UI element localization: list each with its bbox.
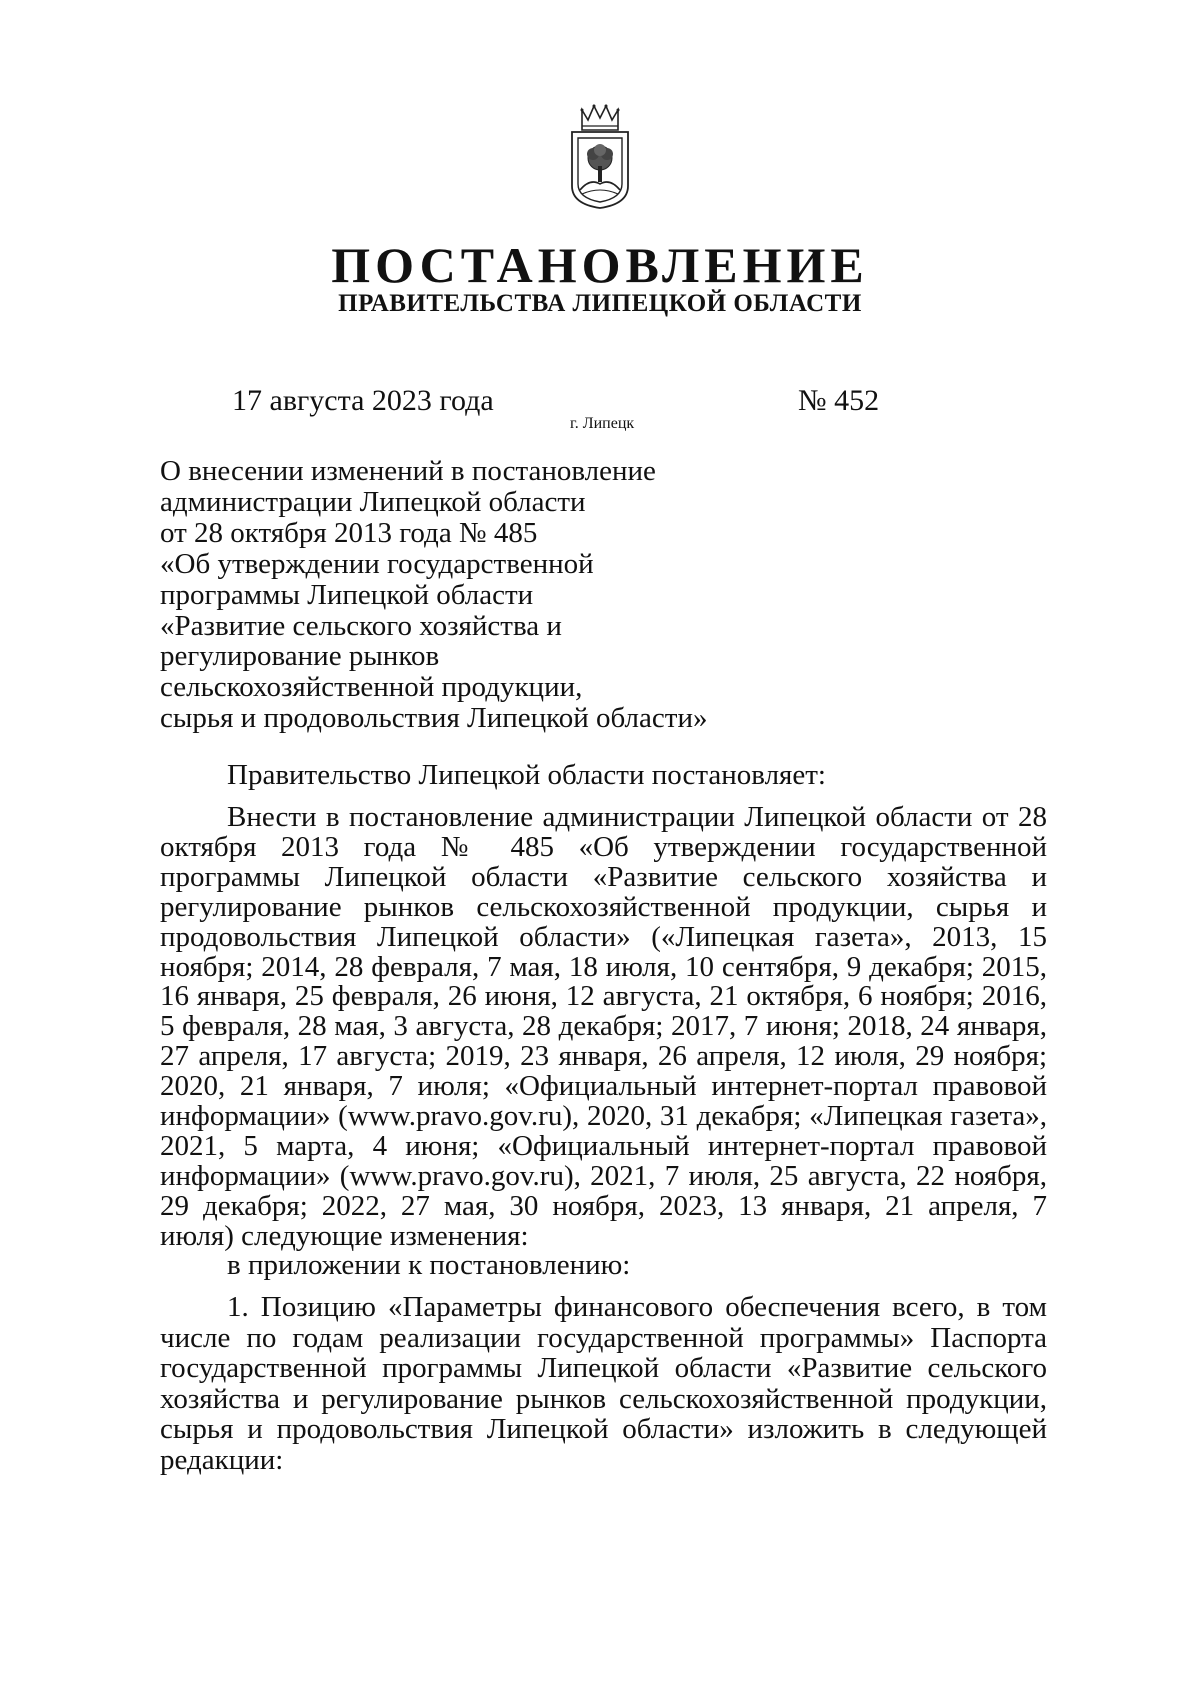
- document-number: № 452: [798, 384, 880, 417]
- main-paragraph: Внести в постановление администрации Липецкой области от 28 октября 2013 года № 485 «Об утверждении государственной программы Липецкой области «Развитие сельского хозяйства и регулирование рынков сельскохозяйственной продукции, сырья и продовольствия Липецкой области» («Липецкая газета», 2013, 15 ноября; 2014, 28 февраля, 7 мая, 18 июля, 10 сентября, 9 декабря; 2015, 16 января, 25 февраля, 26 июня, 12 августа, 21 октября, 6 ноября; 2016, 5 февраля, 28 мая, 3 августа, 28 декабря; 2017, 7 июня; 2018, 24 января, 27 апреля, 17 августа; 2019, 23 января, 26 апреля, 12 июля, 29 ноября; 2020, 21 января, 7 июля; «Официальный интернет-портал правовой информации» (www.pravo.gov.ru), 2020, 31 декабря; «Липецкая газета», 2021, 5 марта, 4 июня; «Официальный интернет-портал правовой информации» (www.pravo.gov.ru), 2021, 7 июля, 25 августа, 22 ноября, 29 декабря; 2022, 27 мая, 30 ноября, 2023, 13 января, 21 апреля, 7 июля) следующие изменения:: [160, 801, 1047, 1252]
- subject-line: программы Липецкой области: [160, 578, 534, 611]
- subject-line: регулирование рынков: [160, 640, 440, 673]
- lipetsk-coat-of-arms-icon: [568, 100, 632, 210]
- document-city: г. Липецк: [570, 415, 635, 432]
- subject-line: «Об утверждении государственной: [160, 547, 594, 580]
- subject-line: от 28 октября 2013 года № 485: [160, 516, 538, 549]
- appendix-intro: в приложении к постановлению:: [227, 1249, 631, 1281]
- subject-line: администрации Липецкой области: [160, 485, 586, 518]
- item-1-paragraph: 1. Позицию «Параметры финансового обеспечения всего, в том числе по годам реализации государственной программы» Паспорта государственной программы Липецкой области «Развитие сельского хозяйства и регулирование рынков сельскохозяйственной продукции, сырья и продовольствия Липецкой области» изложить в следующей редакции:: [160, 1291, 1047, 1476]
- preamble: Правительство Липецкой области постановляет:: [227, 759, 826, 791]
- subject-line: О внесении изменений в постановление: [160, 455, 656, 487]
- subject-line: сельскохозяйственной продукции,: [160, 671, 583, 704]
- subject-line: «Развитие сельского хозяйства и: [160, 609, 562, 642]
- subject-line: сырья и продовольствия Липецкой области»: [160, 702, 708, 735]
- document-date: 17 августа 2023 года: [232, 384, 494, 417]
- document-title: ПОСТАНОВЛЕНИЕ: [331, 237, 869, 293]
- document-subject: [160, 456, 720, 734]
- issuing-authority: ПРАВИТЕЛЬСТВА ЛИПЕЦКОЙ ОБЛАСТИ: [338, 290, 862, 317]
